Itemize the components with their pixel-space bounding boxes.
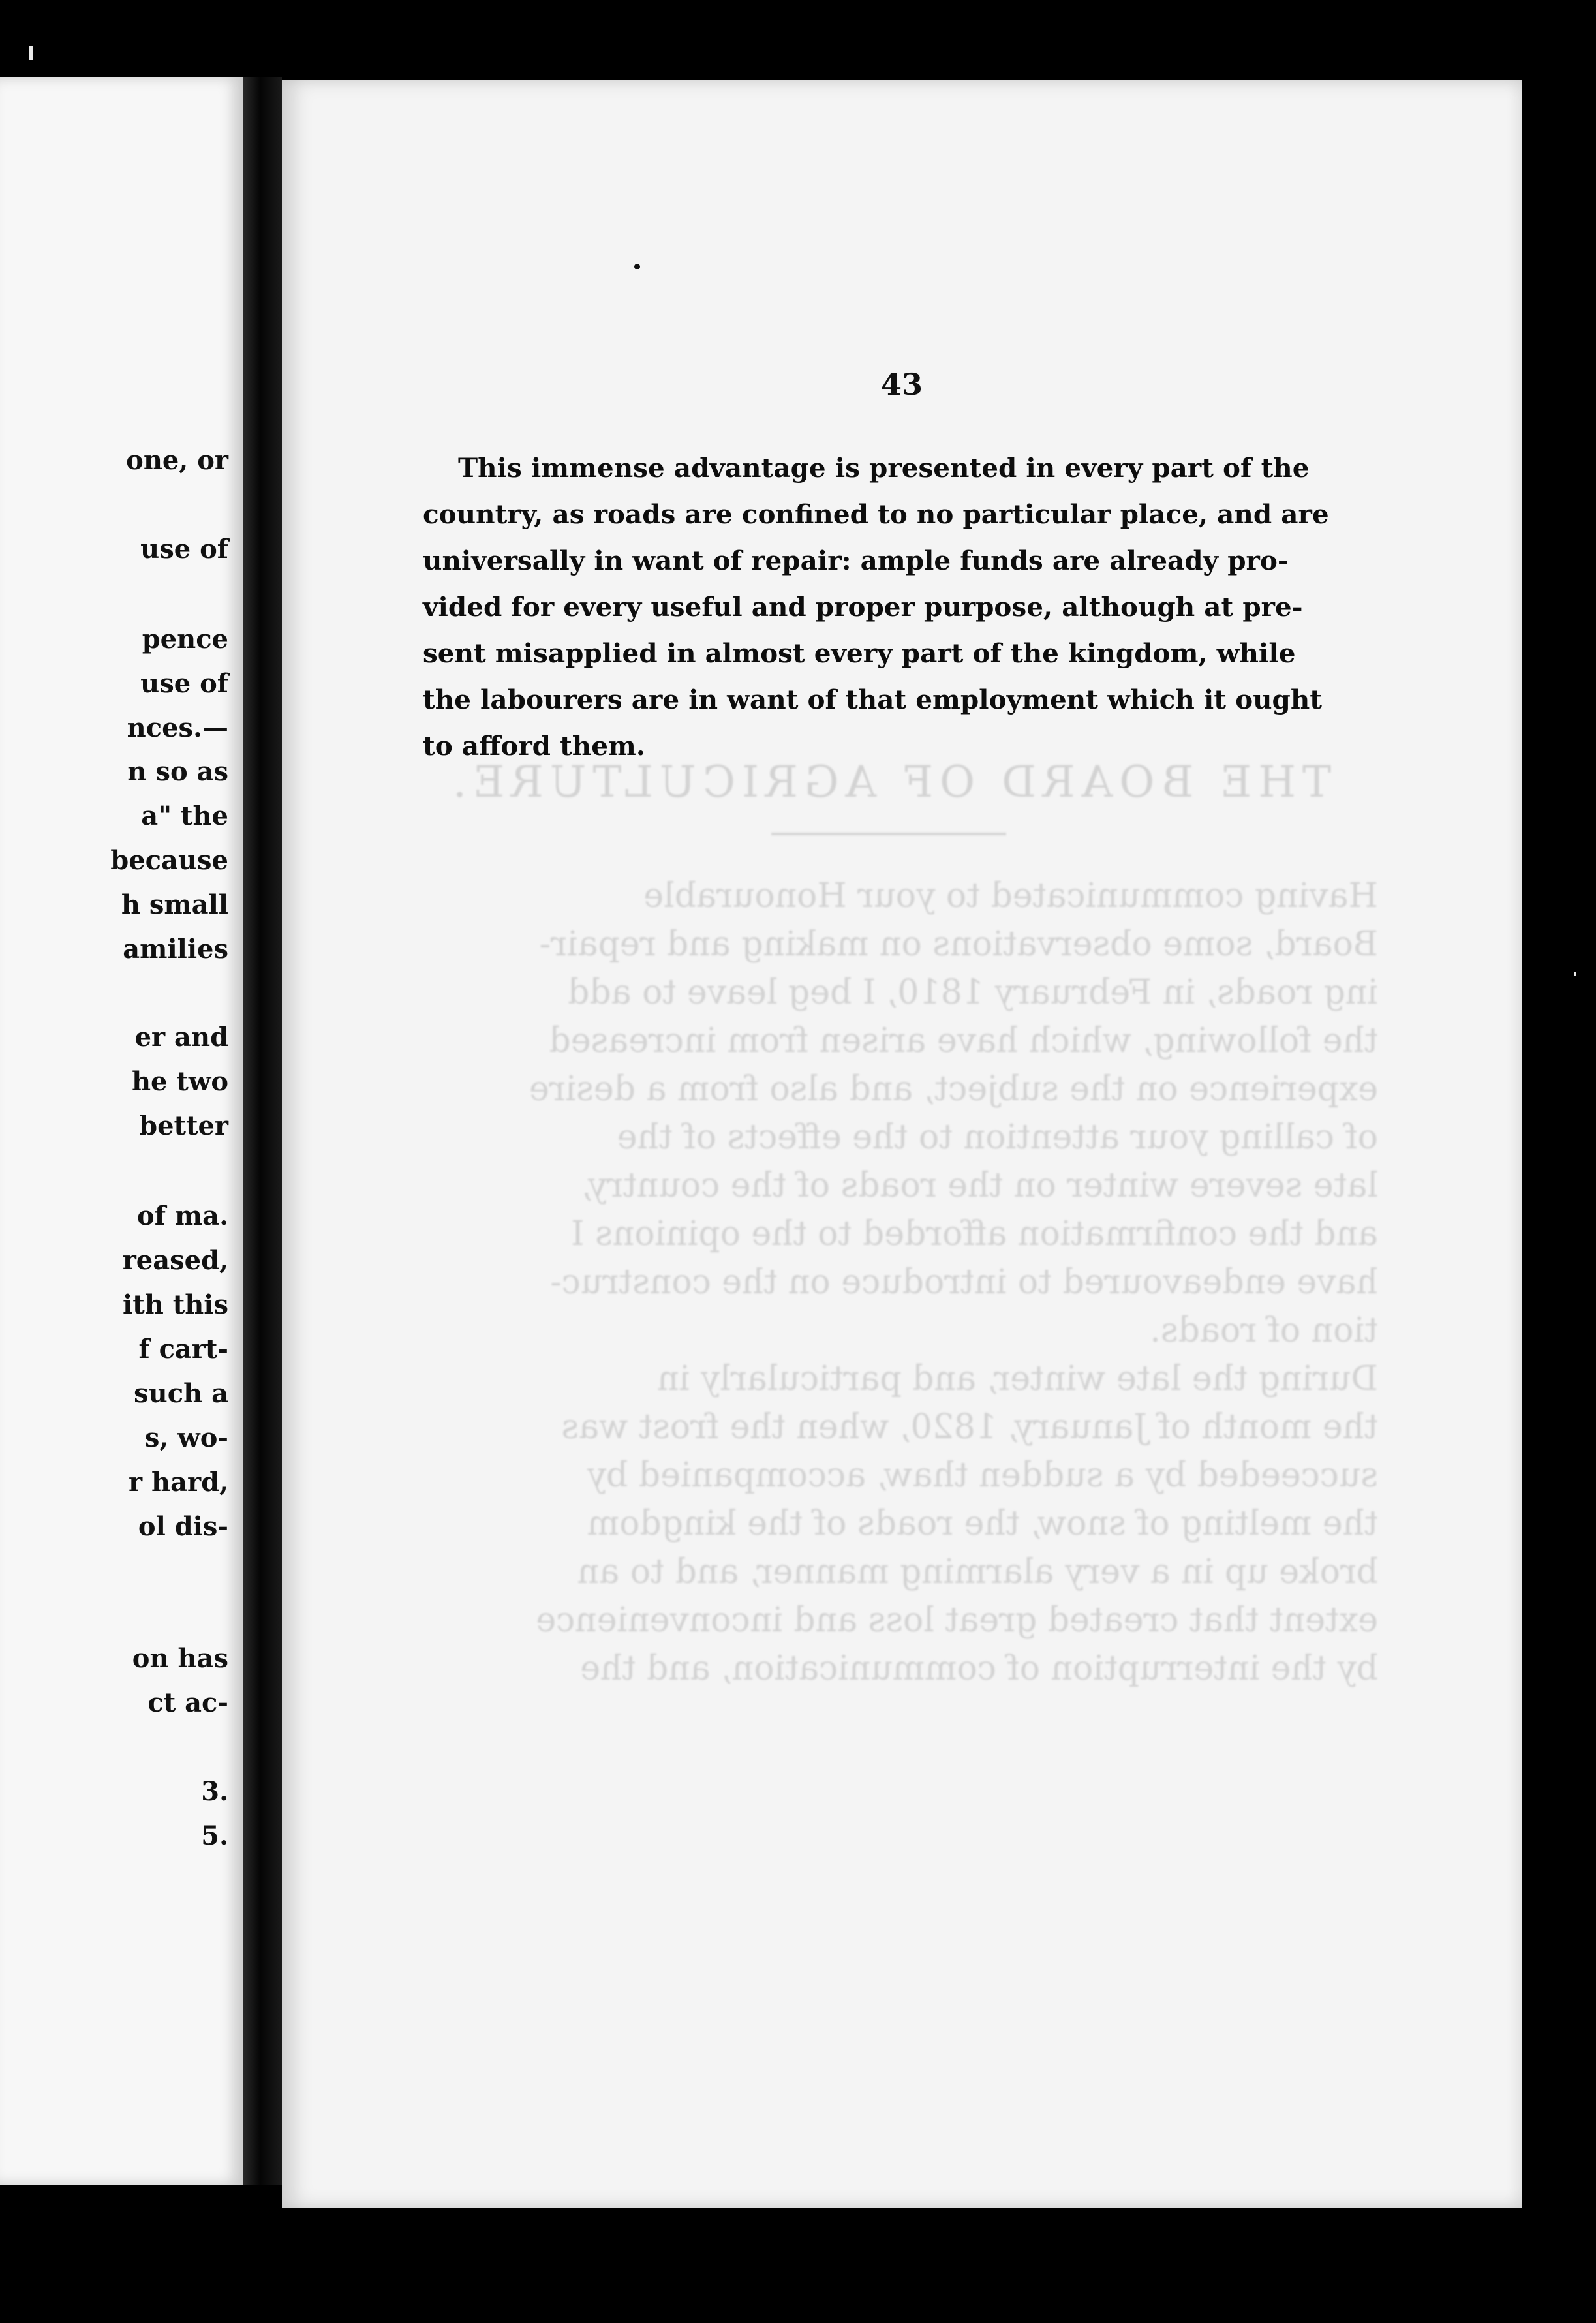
facing-line: amilies [123, 934, 228, 964]
show-through-line: late severe winter on the roads of the country, [581, 1166, 1378, 1205]
facing-line: on has [132, 1643, 228, 1674]
show-through-line: ing roads, in February 1810, I beg leave to add [568, 973, 1378, 1012]
show-through-line: the melting of snow, the roads of the kingdom [587, 1504, 1378, 1543]
paragraph-line: vided for every useful and proper purpose, although at pre- [423, 591, 1303, 623]
facing-line: ith this [123, 1289, 228, 1320]
facing-line: of ma. [137, 1201, 228, 1231]
facing-line: because [110, 845, 228, 876]
show-through-line: extent that created great loss and inconvenience [536, 1601, 1378, 1640]
show-through-line: Having communicated to your Honourable [643, 876, 1378, 915]
facing-line: 3. [201, 1776, 228, 1807]
facing-line: use of [140, 668, 228, 699]
show-through-line: broke up in a very alarming manner, and to an [577, 1552, 1378, 1592]
paragraph-line: sent misapplied in almost every part of the kingdom, while [423, 638, 1296, 669]
facing-line: better [139, 1111, 228, 1141]
show-through-line: the month of January, 1820, when the frost was [561, 1408, 1378, 1447]
dust-speck [1574, 972, 1576, 976]
ink-dot [634, 264, 640, 269]
facing-line: h small [121, 889, 228, 920]
show-through-line: experience on the subject, and also from a desire [529, 1069, 1378, 1109]
facing-page [0, 77, 243, 2185]
facing-line: n so as [127, 756, 228, 787]
facing-line: s, wo- [144, 1423, 228, 1453]
facing-line: ct ac- [147, 1687, 228, 1718]
show-through-line: and the confirmation afforded to the opinions I [571, 1214, 1378, 1254]
show-through-rule [771, 833, 1006, 835]
facing-line: such a [134, 1378, 228, 1409]
show-through-text [399, 758, 1378, 1693]
show-through-title: THE BOARD OF AGRICULTURE. [446, 757, 1331, 807]
facing-line: nces.— [127, 713, 228, 743]
facing-line: ol dis- [138, 1511, 228, 1542]
show-through-line: tion of roads. [1150, 1311, 1378, 1350]
paragraph-line: to afford them. [423, 730, 645, 762]
book-gutter [243, 77, 282, 2185]
show-through-line: Board, some observations on making and repair- [539, 925, 1378, 964]
show-through-line: have endeavoured to introduce on the construc- [550, 1263, 1378, 1302]
show-through-line: the following, which have arisen from increased [549, 1021, 1378, 1060]
facing-line: he two [131, 1066, 228, 1097]
show-through-line: succeeded by a sudden thaw, accompanied by [587, 1456, 1378, 1495]
facing-line: reased, [122, 1245, 228, 1276]
facing-line: 5. [201, 1821, 228, 1851]
facing-line: use of [140, 534, 228, 564]
facing-line: a" the [141, 801, 228, 831]
facing-line: er and [134, 1022, 228, 1053]
facing-line: pence [142, 624, 228, 654]
paragraph-line: universally in want of repair: ample funds are already pro- [423, 545, 1289, 576]
paragraph-line: country, as roads are confined to no particular place, and are [423, 499, 1329, 530]
facing-line: f cart- [138, 1334, 228, 1364]
show-through-line: During the late winter, and particularly in [657, 1359, 1378, 1398]
book-page [282, 80, 1522, 2208]
show-through-line: by the interruption of communication, and the [580, 1649, 1378, 1688]
facing-line: r hard, [129, 1467, 228, 1498]
facing-line: one, or [126, 445, 228, 476]
dust-speck [29, 46, 33, 60]
paragraph [423, 445, 1571, 769]
paragraph-line: the labourers are in want of that employment which it ought [423, 684, 1323, 715]
paragraph-line: This immense advantage is presented in every part of the [458, 452, 1310, 484]
page-number: 43 [880, 367, 923, 402]
show-through-line: of calling your attention to the effects of the [617, 1118, 1378, 1157]
